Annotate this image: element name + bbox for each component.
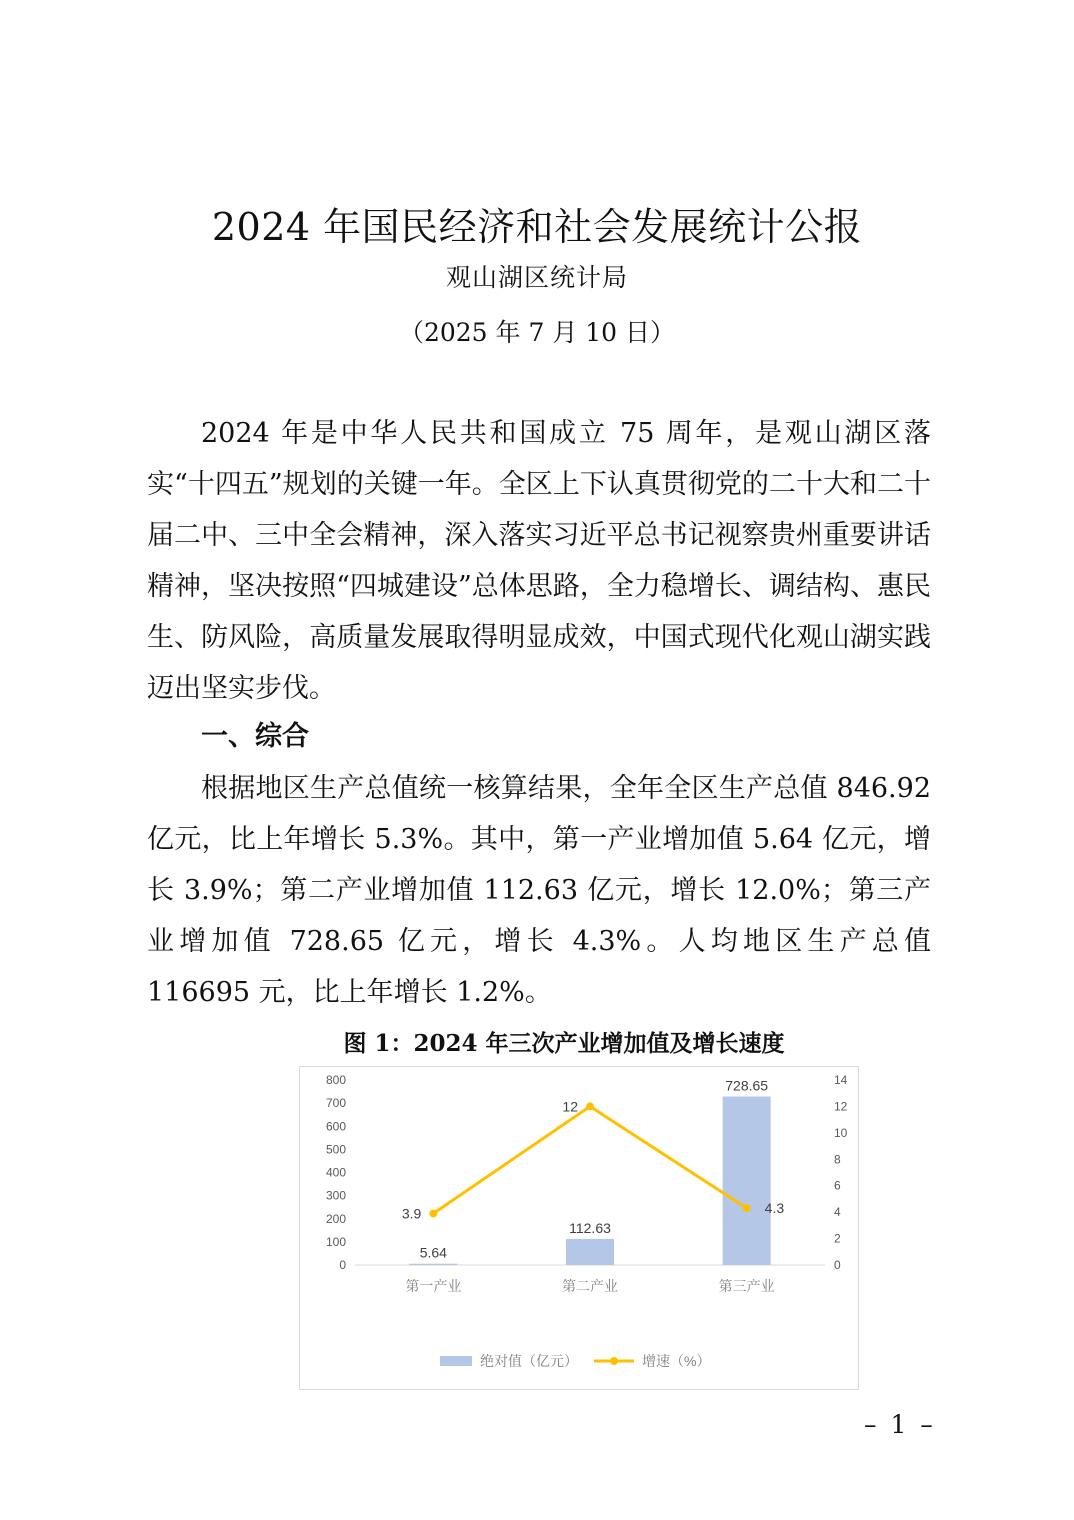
publish-date: （2025 年 7 月 10 日） bbox=[398, 318, 676, 347]
bar-3 bbox=[723, 1096, 771, 1265]
category-label: 第一产业 bbox=[405, 1278, 462, 1294]
category-label: 第二产业 bbox=[562, 1278, 618, 1294]
legend-line-marker bbox=[610, 1357, 618, 1365]
bar-2 bbox=[566, 1239, 614, 1265]
right-axis-tick-label: 10 bbox=[834, 1125, 848, 1140]
document-title: 2024 年国民经济和社会发展统计公报 bbox=[211, 205, 863, 249]
bar-value-label: 728.65 bbox=[725, 1077, 769, 1094]
bar-value-label: 5.64 bbox=[419, 1244, 447, 1261]
bar-1 bbox=[409, 1264, 457, 1265]
right-axis-tick-label: 8 bbox=[834, 1152, 841, 1167]
right-axis-tick-label: 12 bbox=[834, 1099, 848, 1114]
legend-bar-swatch bbox=[440, 1356, 472, 1366]
chart-svg bbox=[300, 1067, 858, 1389]
gdp-paragraph: 根据地区生产总值统一核算结果，全年全区生产总值 846.92 亿元，比上年增长 5.3%。其中，第一产业增加值 5.64 亿元，增长 3.9%；第二产业增加值 112.63 亿元，增长 12.0%；第三产业增加值 728.65 亿元，增长 4.3%。人均地区生产总值 116695 元，比上年增长 1.2%。 bbox=[147, 773, 931, 1008]
left-axis-tick-label: 400 bbox=[325, 1165, 346, 1180]
section-heading-general: 一、综合 bbox=[201, 721, 309, 752]
right-axis-tick-label: 4 bbox=[834, 1205, 841, 1220]
issuing-agency: 观山湖区统计局 bbox=[445, 263, 628, 292]
bar-value-label: 112.63 bbox=[569, 1219, 611, 1236]
legend-bar-label: 绝对值（亿元） bbox=[480, 1353, 578, 1369]
growth-value-label: 12 bbox=[562, 1098, 578, 1115]
right-axis-tick-label: 6 bbox=[834, 1178, 841, 1193]
left-axis-tick-label: 0 bbox=[339, 1258, 346, 1272]
left-axis-tick-label: 600 bbox=[325, 1119, 346, 1134]
left-axis-tick-label: 300 bbox=[325, 1188, 346, 1203]
growth-line bbox=[433, 1106, 746, 1213]
page-number: – 1 – bbox=[864, 1410, 936, 1439]
intro-paragraph: 2024 年是中华人民共和国成立 75 周年，是观山湖区落实“十四五”规划的关键一年。全区上下认真贯彻党的二十大和二十届二中、三中全会精神，深入落实习近平总书记视察贵州重要讲话精神，坚决按照“四城建设”总体思路，全力稳增长、调结构、惠民生、防风险，高质量发展取得明显成效，中国式现代化观山湖实践迈出坚实步伐。 bbox=[147, 418, 931, 704]
right-axis-tick-label: 14 bbox=[834, 1073, 848, 1087]
growth-value-label: 3.9 bbox=[401, 1205, 422, 1222]
legend-line-label: 增速（%） bbox=[642, 1353, 711, 1369]
right-axis-tick-label: 0 bbox=[834, 1258, 841, 1272]
category-label: 第三产业 bbox=[718, 1278, 775, 1294]
right-axis-tick-label: 2 bbox=[834, 1231, 841, 1246]
left-axis-tick-label: 500 bbox=[325, 1142, 346, 1157]
growth-point-3 bbox=[743, 1204, 751, 1212]
left-axis-tick-label: 100 bbox=[325, 1234, 346, 1249]
growth-value-label: 4.3 bbox=[764, 1200, 785, 1217]
left-axis-tick-label: 700 bbox=[325, 1096, 346, 1111]
left-axis-tick-label: 800 bbox=[325, 1073, 346, 1087]
growth-point-1 bbox=[429, 1209, 437, 1217]
growth-point-2 bbox=[586, 1102, 594, 1110]
figure-caption: 图 1：2024 年三次产业增加值及增长速度 bbox=[343, 1030, 785, 1057]
left-axis-tick-label: 200 bbox=[325, 1211, 346, 1226]
industry-chart bbox=[299, 1066, 859, 1390]
